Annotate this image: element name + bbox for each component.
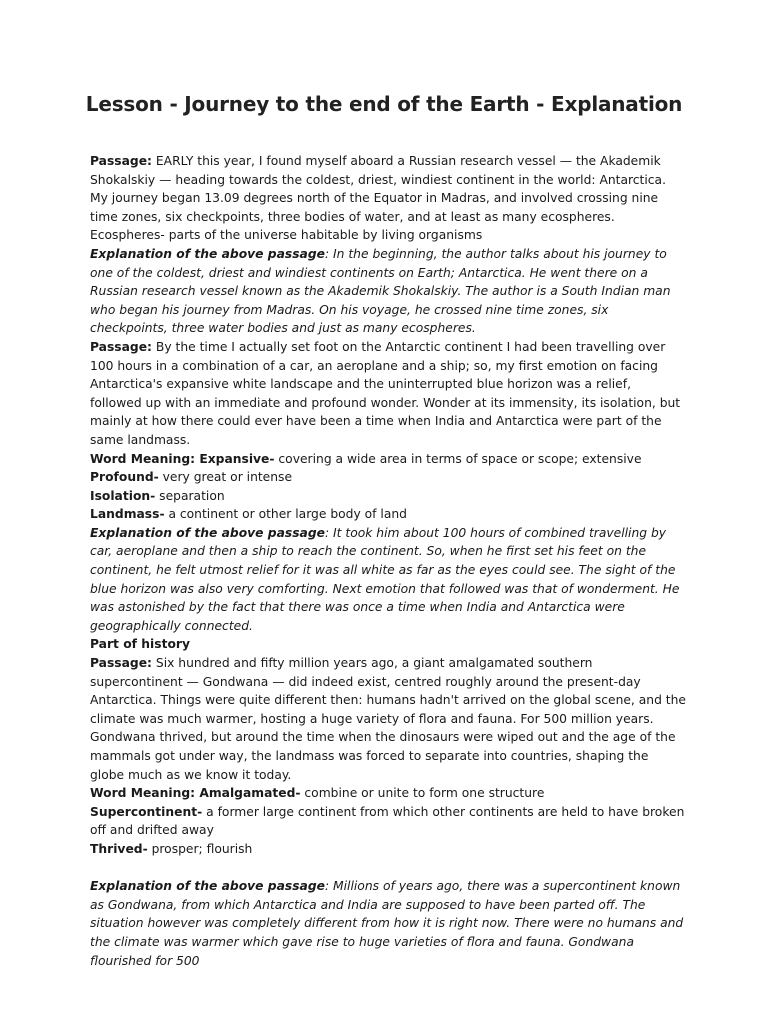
paragraph-gap — [90, 859, 686, 878]
explanation-label: Explanation of the above passage — [90, 525, 325, 540]
word-meaning-line — [90, 487, 686, 506]
word-meaning-line — [90, 450, 686, 469]
explanation-text: : It took him about 100 hours of combined travelling by car, aeroplane and then a ship to reach the continent. So, when he first set his feet on the continent, he felt utmost relief for it was all white as far as the eyes could see. The sight of the blue horizon was also very comforting. Next emotion that followed was that of wonderment. He was astonished by the fact that there was once a time when India and Antarctica were geographically connected. — [90, 525, 680, 633]
passage-label: Passage: — [90, 154, 152, 168]
word-meaning-text: combine or unite to form one structure — [300, 786, 545, 801]
word-meaning-line — [90, 803, 686, 840]
explanation-text: : Millions of years ago, there was a supercontinent known as Gondwana, from which Antarctica and India are supposed to have been parted off. The situation however was completely different from how it is right now. There were no humans and the climate was warmer which gave rise to huge varieties of flora and fauna. Gondwana flourished for 500 — [90, 879, 684, 968]
explanation-paragraph — [90, 877, 686, 970]
explanation-text: : In the beginning, the author talks about his journey to one of the coldest, driest and windiest continents on Earth; Antarctica. He went there on a Russian research vessel known as the Akademik Shokalskiy. The author is a South Indian man who began his journey from Madras. On his voyage, he crossed nine time zones, six checkpoints, three water bodies and just as many ecospheres. — [90, 246, 671, 336]
word-meaning-text: covering a wide area in terms of space or scope; extensive — [274, 451, 642, 466]
word-meaning-line — [90, 505, 686, 524]
word-meaning-label: Isolation- — [90, 488, 156, 503]
word-meaning-label: Profound- — [90, 470, 159, 485]
word-meaning-label: Thrived- — [90, 841, 148, 856]
word-meaning-label: Word Meaning: Amalgamated- — [90, 786, 301, 801]
passage-paragraph — [90, 152, 686, 226]
explanation-label: Explanation of the above passage — [90, 246, 325, 261]
word-meaning-text: a former large continent from which other continents are held to have broken off and drifted away — [90, 804, 685, 838]
word-meaning-line — [90, 468, 686, 487]
document-body — [90, 152, 686, 970]
section-heading: Part of history — [90, 637, 190, 652]
passage-text: EARLY this year, I found myself aboard a Russian research vessel — the Akademik Shokalskiy — heading towards the coldest, driest, windiest continent in the world: Antarctica. My journey began 13.09 degrees north of the Equator in Madras, and involved crossing nine time zones, six checkpoints, three bodies of water, and at least as many ecospheres. — [90, 154, 666, 224]
passage-label: Passage: — [90, 339, 152, 354]
explanation-paragraph — [90, 524, 686, 636]
passage-text: Six hundred and fifty million years ago, a giant amalgamated southern supercontinent — Gondwana — did indeed exist, centred roughly around the present-day Antarctica. Things were quite different then: humans hadn't arrived on the global scene, and the climate was much warmer, hosting a huge variety of flora and fauna. For 500 million years. Gondwana thrived, but around the time when the dinosaurs were wiped out and the age of the mammals got under way, the landmass was forced to separate into countries, shaping the globe much as we know it today. — [90, 656, 686, 782]
passage-text: By the time I actually set foot on the Antarctic continent I had been travelling over 100 hours in a combination of a car, an aeroplane and a ship; so, my first emotion on facing Antarctica's expansive white landscape and the uninterrupted blue horizon was a relief, followed up with an immediate and profound wonder. Wonder at its immensity, its isolation, but mainly at how there could ever have been a time when India and Antarctica were part of the same landmass. — [90, 339, 681, 447]
word-meaning-text: prosper; flourish — [147, 841, 253, 856]
definition-line — [90, 226, 686, 245]
word-meaning-text: separation — [155, 488, 225, 503]
definition-text: Ecospheres- parts of the universe habitable by living organisms — [90, 228, 483, 243]
explanation-label: Explanation of the above passage — [90, 879, 325, 894]
word-meaning-line — [90, 840, 686, 859]
passage-paragraph — [90, 654, 686, 784]
word-meaning-line — [90, 784, 686, 803]
word-meaning-label: Word Meaning: Expansive- — [90, 451, 275, 466]
passage-label: Passage: — [90, 656, 152, 671]
word-meaning-label: Supercontinent- — [90, 804, 203, 819]
page-title: Lesson - Journey to the end of the Earth - Explanation — [85, 92, 683, 116]
passage-paragraph — [90, 338, 686, 450]
word-meaning-label: Landmass- — [90, 507, 165, 522]
explanation-paragraph — [90, 245, 686, 338]
word-meaning-text: a continent or other large body of land — [164, 507, 407, 522]
word-meaning-text: very great or intense — [158, 470, 293, 485]
